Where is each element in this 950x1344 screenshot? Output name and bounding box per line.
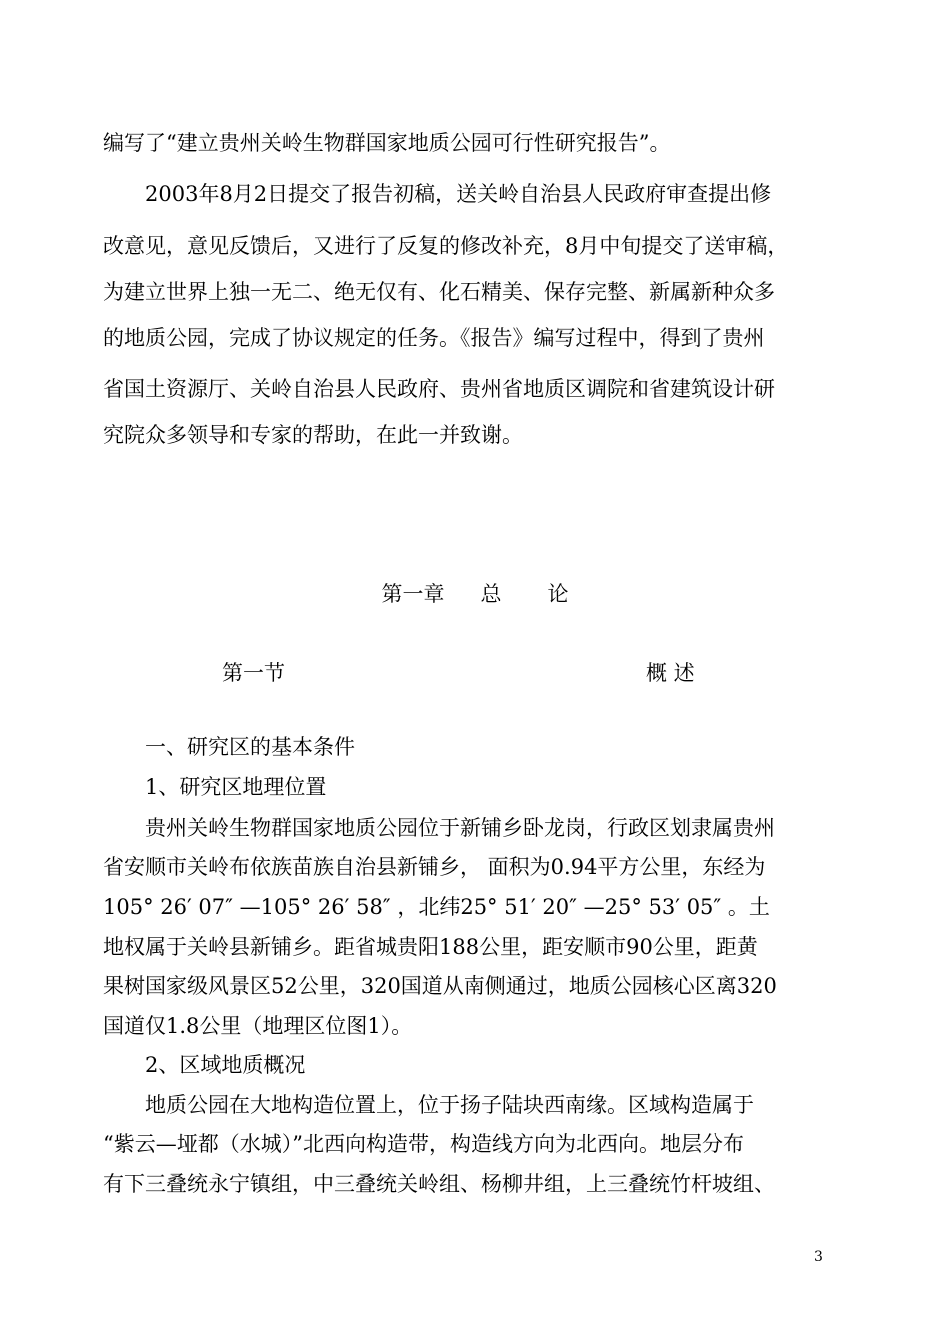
chapter-word-2: 论	[547, 582, 569, 606]
paragraph-line: 编写了“建立贵州关岭生物群国家地质公园可行性研究报告”。	[103, 131, 671, 155]
paragraph-line: 改意见，意见反馈后，又进行了反复的修改补充，8月中旬提交了送审稿，	[103, 234, 789, 258]
heading-level-2: 1、研究区地理位置	[145, 775, 327, 799]
heading-level-2: 2、区域地质概况	[145, 1053, 306, 1077]
paragraph-line: 省安顺市关岭布依族苗族自治县新铺乡， 面积为0.94平方公里，东经为	[103, 855, 766, 879]
paragraph-line: 国道仅1.8公里（地理区位图1）。	[103, 1014, 413, 1038]
paragraph-line: 105° 26′ 07″ —105° 26′ 58″ ，北纬25° 51′ 20″ —25° 53′ 05″ 。土	[103, 895, 770, 919]
paragraph-line: 地质公园在大地构造位置上，位于扬子陆块西南缘。区域构造属于	[145, 1093, 754, 1117]
paragraph-line: 果树国家级风景区52公里，320国道从南侧通过，地质公园核心区离320	[103, 974, 777, 998]
paragraph-line: “紫云—垭都（水城）”北西向构造带，构造线方向为北西向。地层分布	[103, 1132, 744, 1156]
paragraph-line: 有下三叠统永宁镇组，中三叠统关岭组、杨柳井组，上三叠统竹杆坡组、	[103, 1172, 775, 1196]
paragraph-line: 究院众多领导和专家的帮助，在此一并致谢。	[103, 423, 523, 447]
section-number: 第一节	[222, 661, 285, 685]
paragraph-line: 为建立世界上独一无二、绝无仅有、化石精美、保存完整、新属新种众多	[103, 280, 775, 304]
section-title: 概 述	[646, 661, 695, 685]
chapter-word-1: 总	[480, 582, 502, 606]
heading-level-1: 一、研究区的基本条件	[145, 735, 355, 759]
chapter-title	[0, 578, 950, 608]
page-number: 3	[814, 1249, 823, 1265]
paragraph-line: 地权属于关岭县新铺乡。距省城贵阳188公里，距安顺市90公里，距黄	[103, 935, 758, 959]
chapter-number: 第一章	[381, 582, 445, 606]
paragraph-line: 2003年8月2日提交了报告初稿，送关岭自治县人民政府审查提出修	[145, 182, 772, 206]
paragraph-line: 贵州关岭生物群国家地质公园位于新铺乡卧龙岗，行政区划隶属贵州	[145, 816, 775, 840]
paragraph-line: 的地质公园，完成了协议规定的任务。《报告》编写过程中，得到了贵州	[103, 326, 765, 350]
paragraph-line: 省国土资源厅、关岭自治县人民政府、贵州省地质区调院和省建筑设计研	[103, 377, 775, 401]
